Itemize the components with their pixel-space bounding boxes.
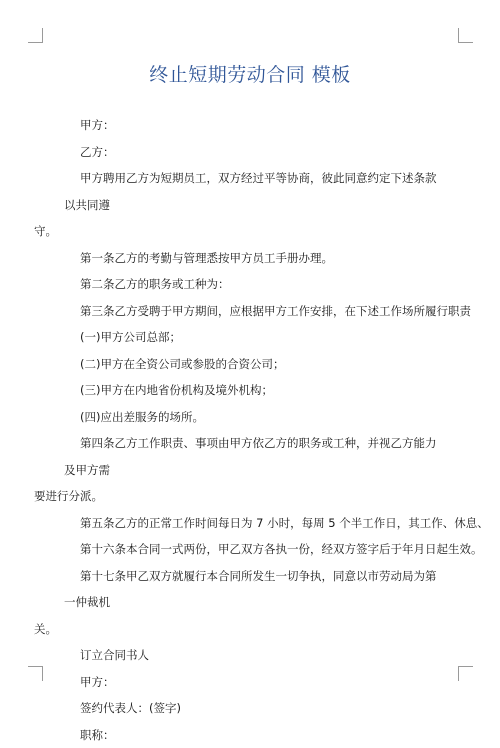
signature-job-title: 职称： <box>64 722 444 748</box>
clause-3-item-2: (二)甲方在全资公司或参股的合资公司； <box>64 351 444 378</box>
intro-paragraph-line1: 甲方聘用乙方为短期员工，双方经过平等协商，彼此同意约定下述条款以共同遵 <box>64 171 437 212</box>
clause-5: 第五条乙方的正常工作时间每日为 7 小时，每周 5 个半工作日，其工作、休息、 <box>64 510 444 537</box>
party-a-label: 甲方： <box>64 112 444 139</box>
page-corner-mark-bottom-left <box>28 666 43 681</box>
party-b-label: 乙方： <box>64 139 444 166</box>
clause-16: 第十六条本合同一式两份，甲乙双方各执一份，经双方签字后于年月日起生效。 <box>64 536 444 563</box>
signature-party-a: 甲方： <box>64 669 444 696</box>
clause-1: 第一条乙方的考勤与管理悉按甲方员工手册办理。 <box>64 245 444 272</box>
clause-4-line2: 要进行分派。 <box>34 483 444 510</box>
clause-3: 第三条乙方受聘于甲方期间，应根据甲方工作安排，在下述工作场所履行职责 <box>64 298 444 325</box>
clause-17-line2: 关。 <box>34 616 444 643</box>
signature-representative: 签约代表人：(签字) <box>64 695 444 722</box>
document-title: 终止短期劳动合同 模板 <box>0 60 500 87</box>
clause-17 <box>34 563 444 643</box>
page-corner-mark-top-left <box>28 28 43 43</box>
page-corner-mark-bottom-right <box>458 666 473 681</box>
clause-4-line1: 第四条乙方工作职责、事项由甲方依乙方的职务或工种，并视乙方能力及甲方需 <box>64 436 437 477</box>
intro-paragraph-line2: 守。 <box>34 218 444 245</box>
clause-17-line1: 第十七条甲乙双方就履行本合同所发生一切争执，同意以市劳动局为第一仲裁机 <box>64 569 437 610</box>
page-corner-mark-top-right <box>458 28 473 43</box>
intro-paragraph <box>34 165 444 245</box>
clause-2: 第二条乙方的职务或工种为： <box>64 271 444 298</box>
document-body <box>64 112 444 748</box>
clause-3-item-4: (四)应出差服务的场所。 <box>64 404 444 431</box>
clause-3-item-3: (三)甲方在内地省份机构及境外机构； <box>64 377 444 404</box>
clause-3-item-1: (一)甲方公司总部； <box>64 324 444 351</box>
clause-4 <box>34 430 444 510</box>
signatories-heading: 订立合同书人 <box>64 642 444 669</box>
